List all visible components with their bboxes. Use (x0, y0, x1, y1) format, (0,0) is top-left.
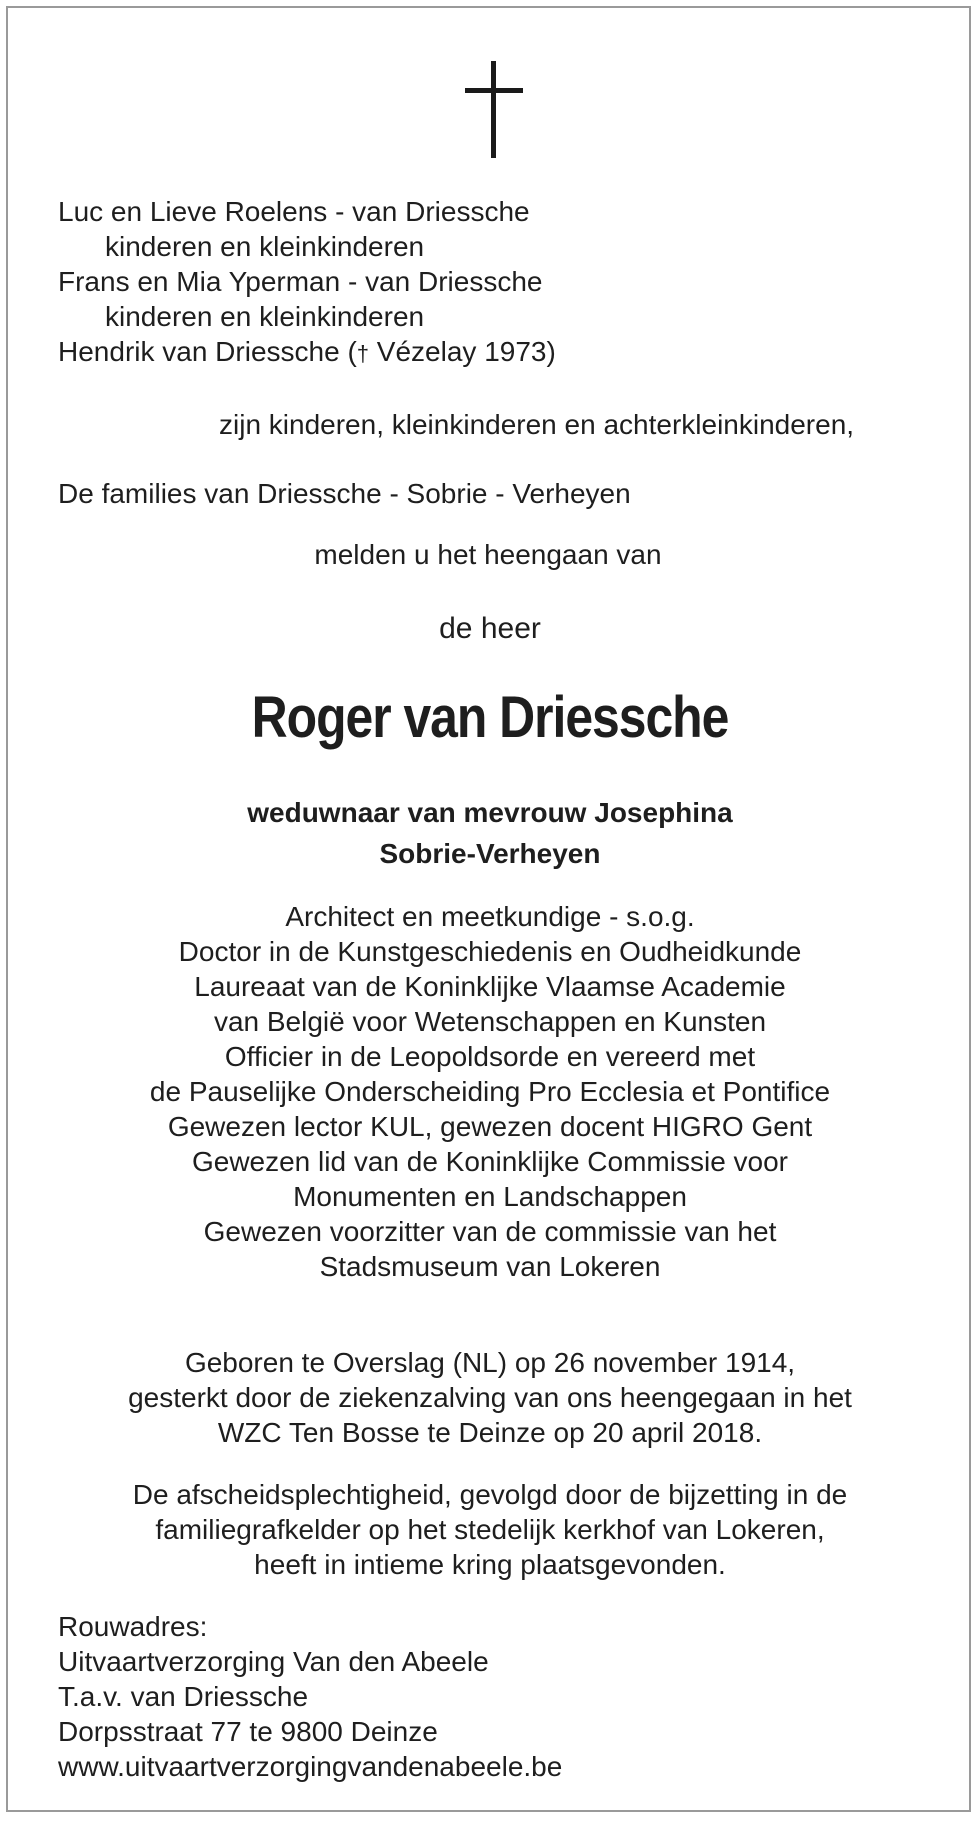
address-line-1: Uitvaartverzorging Van den Abeele (58, 1646, 489, 1677)
birth-death-line: WZC Ten Bosse te Deinze op 20 april 2018. (217, 1417, 763, 1448)
dagger-icon: † (356, 341, 370, 366)
title-line: de Pauselijke Onderscheiding Pro Ecclesia et Pontifice (149, 1076, 831, 1107)
honorific: de heer (439, 612, 541, 645)
family-line-5-after: Vézelay 1973) (369, 336, 556, 367)
title-line: Gewezen lid van de Koninklijke Commissie voor (191, 1146, 789, 1177)
title-line: Stadsmuseum van Lokeren (319, 1251, 661, 1282)
title-line: Gewezen voorzitter van de commissie van het (203, 1216, 777, 1247)
spouse-line-1: weduwnaar van mevrouw Josephina (247, 797, 733, 828)
announce-line: melden u het heengaan van (314, 539, 662, 570)
family-line-4: kinderen en kleinkinderen (105, 301, 425, 332)
title-line: Architect en meetkundige - s.o.g. (285, 901, 695, 932)
ceremony-line: heeft in intieme kring plaatsgevonden. (254, 1549, 726, 1580)
titles-block (0, 899, 980, 1284)
ceremony-line: familiegrafkelder op het stedelijk kerkhof van Lokeren, (155, 1514, 825, 1545)
title-line: Officier in de Leopoldsorde en vereerd met (224, 1041, 756, 1072)
family-line-2: kinderen en kleinkinderen (105, 231, 425, 262)
spouse-block (0, 792, 980, 874)
families-line: De families van Driessche - Sobrie - Verheyen (58, 478, 631, 509)
spouse-line-2: Sobrie-Verheyen (379, 838, 601, 869)
title-line: Doctor in de Kunstgeschiedenis en Oudheidkunde (178, 936, 802, 967)
address-heading: Rouwadres: (58, 1611, 208, 1642)
birth-death-block (0, 1345, 980, 1450)
birth-death-line: Geboren te Overslag (NL) op 26 november 1914, (184, 1347, 796, 1378)
family-line-5-before: Hendrik van Driessche ( (58, 336, 357, 367)
birth-death-line: gesterkt door de ziekenzalving van ons heengegaan in het (128, 1382, 852, 1413)
title-line: van België voor Wetenschappen en Kunsten (213, 1006, 767, 1037)
address-line-3: Dorpsstraat 77 te 9800 Deinze (58, 1716, 438, 1747)
ceremony-line: De afscheidsplechtigheid, gevolgd door de bijzetting in de (132, 1479, 848, 1510)
ceremony-block (0, 1477, 980, 1582)
address-website: www.uitvaartverzorgingvandenabeele.be (58, 1751, 563, 1782)
family-line-3: Frans en Mia Yperman - van Driessche (58, 266, 543, 297)
title-line: Laureaat van de Koninklijke Vlaamse Academie (194, 971, 786, 1002)
family-line-1: Luc en Lieve Roelens - van Driessche (58, 196, 530, 227)
deceased-name: Roger van Driessche (251, 685, 729, 750)
cross-icon (465, 61, 523, 158)
title-line: Gewezen lector KUL, gewezen docent HIGRO Gent (167, 1111, 813, 1142)
family-line-5 (58, 334, 556, 371)
title-line: Monumenten en Landschappen (293, 1181, 687, 1212)
descendants-line: zijn kinderen, kleinkinderen en achterkleinkinderen, (219, 409, 855, 440)
address-line-2: T.a.v. van Driessche (58, 1681, 309, 1712)
